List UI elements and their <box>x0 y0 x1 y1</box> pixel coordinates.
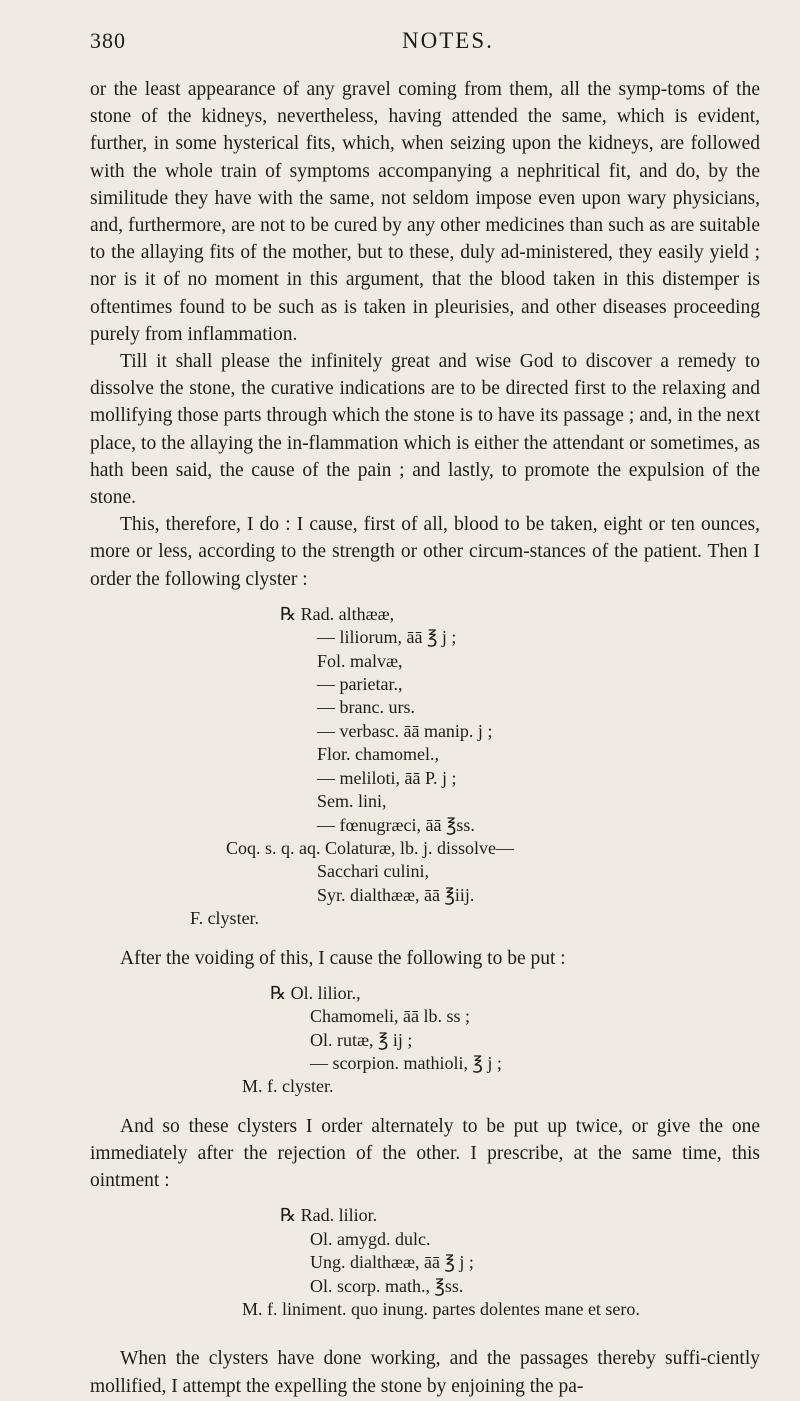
recipe-line: Coq. s. q. aq. Colaturæ, lb. j. dissolve— <box>226 837 514 858</box>
recipe-line: Fol. malvæ, <box>317 650 403 671</box>
recipe-line: — parietar., <box>317 674 403 695</box>
paragraph: When the clysters have done working, and the passages thereby suffi-ciently mollified, I attempt the expelling the stone by enjoining the pa- <box>90 1348 760 1397</box>
paragraph: This, therefore, I do : I cause, first of all, blood to be taken, eight or ten ounces, more or less, according to the strength or other circum-stances of the patient. Then I order the following clyster : <box>90 514 760 590</box>
recipe-line: ℞ Rad. althææ, <box>280 603 395 624</box>
recipe-line: Ol. rutæ, ℥ ij ; <box>310 1029 413 1050</box>
page-body <box>90 76 760 1400</box>
recipe-line: — liliorum, āā ℥ j ; <box>317 627 457 648</box>
recipe-line: — meliloti, āā P. j ; <box>317 767 457 788</box>
recipe-line: — fœnugræci, āā ℥ss. <box>317 814 475 835</box>
recipe-line: Syr. dialthææ, āā ℥iij. <box>317 884 475 905</box>
recipe-line: Chamomeli, āā lb. ss ; <box>310 1006 470 1027</box>
page-number: 380 <box>90 28 126 53</box>
recipe-line: — branc. urs. <box>317 697 415 718</box>
page-header <box>90 28 760 62</box>
recipe-line: ℞ Rad. lilior. <box>280 1205 378 1226</box>
recipe-line: Flor. chamomel., <box>317 744 439 765</box>
clyster-recipe <box>90 982 760 1099</box>
recipe-line: ℞ Ol. lilior., <box>270 982 361 1003</box>
paragraph: After the voiding of this, I cause the following to be put : <box>120 947 566 969</box>
recipe-line: Sacchari culini, <box>317 861 429 882</box>
recipe-line: — scorpion. mathioli, ℥ j ; <box>310 1052 502 1073</box>
running-title: NOTES. <box>402 28 494 53</box>
recipe-line: F. clyster. <box>190 908 260 929</box>
paragraph: or the least appearance of any gravel coming from them, all the symp-toms of the stone of the kidneys, nevertheless, having attended the same, which is evident, further, in some hysterical fits, which, when seizing upon the kidneys, are followed with the whole train of symptoms accompanying a nephritical fit, and do, by the similitude they have with the same, not seldom impose even upon wary physicians, and, furthermore, are not to be cured by any other medicines than such as are suitable to the allaying fits of the mother, but to these, duly ad-ministered, they easily yield ; nor is it of no moment in this argument, that the blood taken in this distemper is oftentimes found to be such as is taken in pleurisies, and other diseases proceeding purely from inflammation. <box>90 79 760 345</box>
paragraph: Till it shall please the infinitely great and wise God to discover a remedy to dissolve the stone, the curative indications are to be directed first to the relaxing and mollifying those parts through which the stone is to have its passage ; and, in the next place, to the allaying the in-flammation which is either the attendant or sometimes, as hath been said, the cause of the pain ; and lastly, to promote the expulsion of the stone. <box>90 351 760 509</box>
paragraph: And so these clysters I order alternately to be put up twice, or give the one immediately after the rejection of the other. I prescribe, at the same time, this ointment : <box>90 1115 760 1192</box>
recipe-line: Ung. dialthææ, āā ℥ j ; <box>310 1252 474 1273</box>
clyster-recipe <box>90 603 760 931</box>
recipe-line: Sem. lini, <box>317 791 387 812</box>
recipe-line: Ol. amygd. dulc. <box>310 1228 431 1249</box>
recipe-line: M. f. liniment. quo inung. partes dolentes mane et sero. <box>242 1299 640 1320</box>
recipe-line: M. f. clyster. <box>242 1076 334 1097</box>
recipe-line: — verbasc. āā manip. j ; <box>317 720 493 741</box>
recipe-line: Ol. scorp. math., ℥ss. <box>310 1275 464 1296</box>
ointment-recipe <box>90 1204 760 1321</box>
